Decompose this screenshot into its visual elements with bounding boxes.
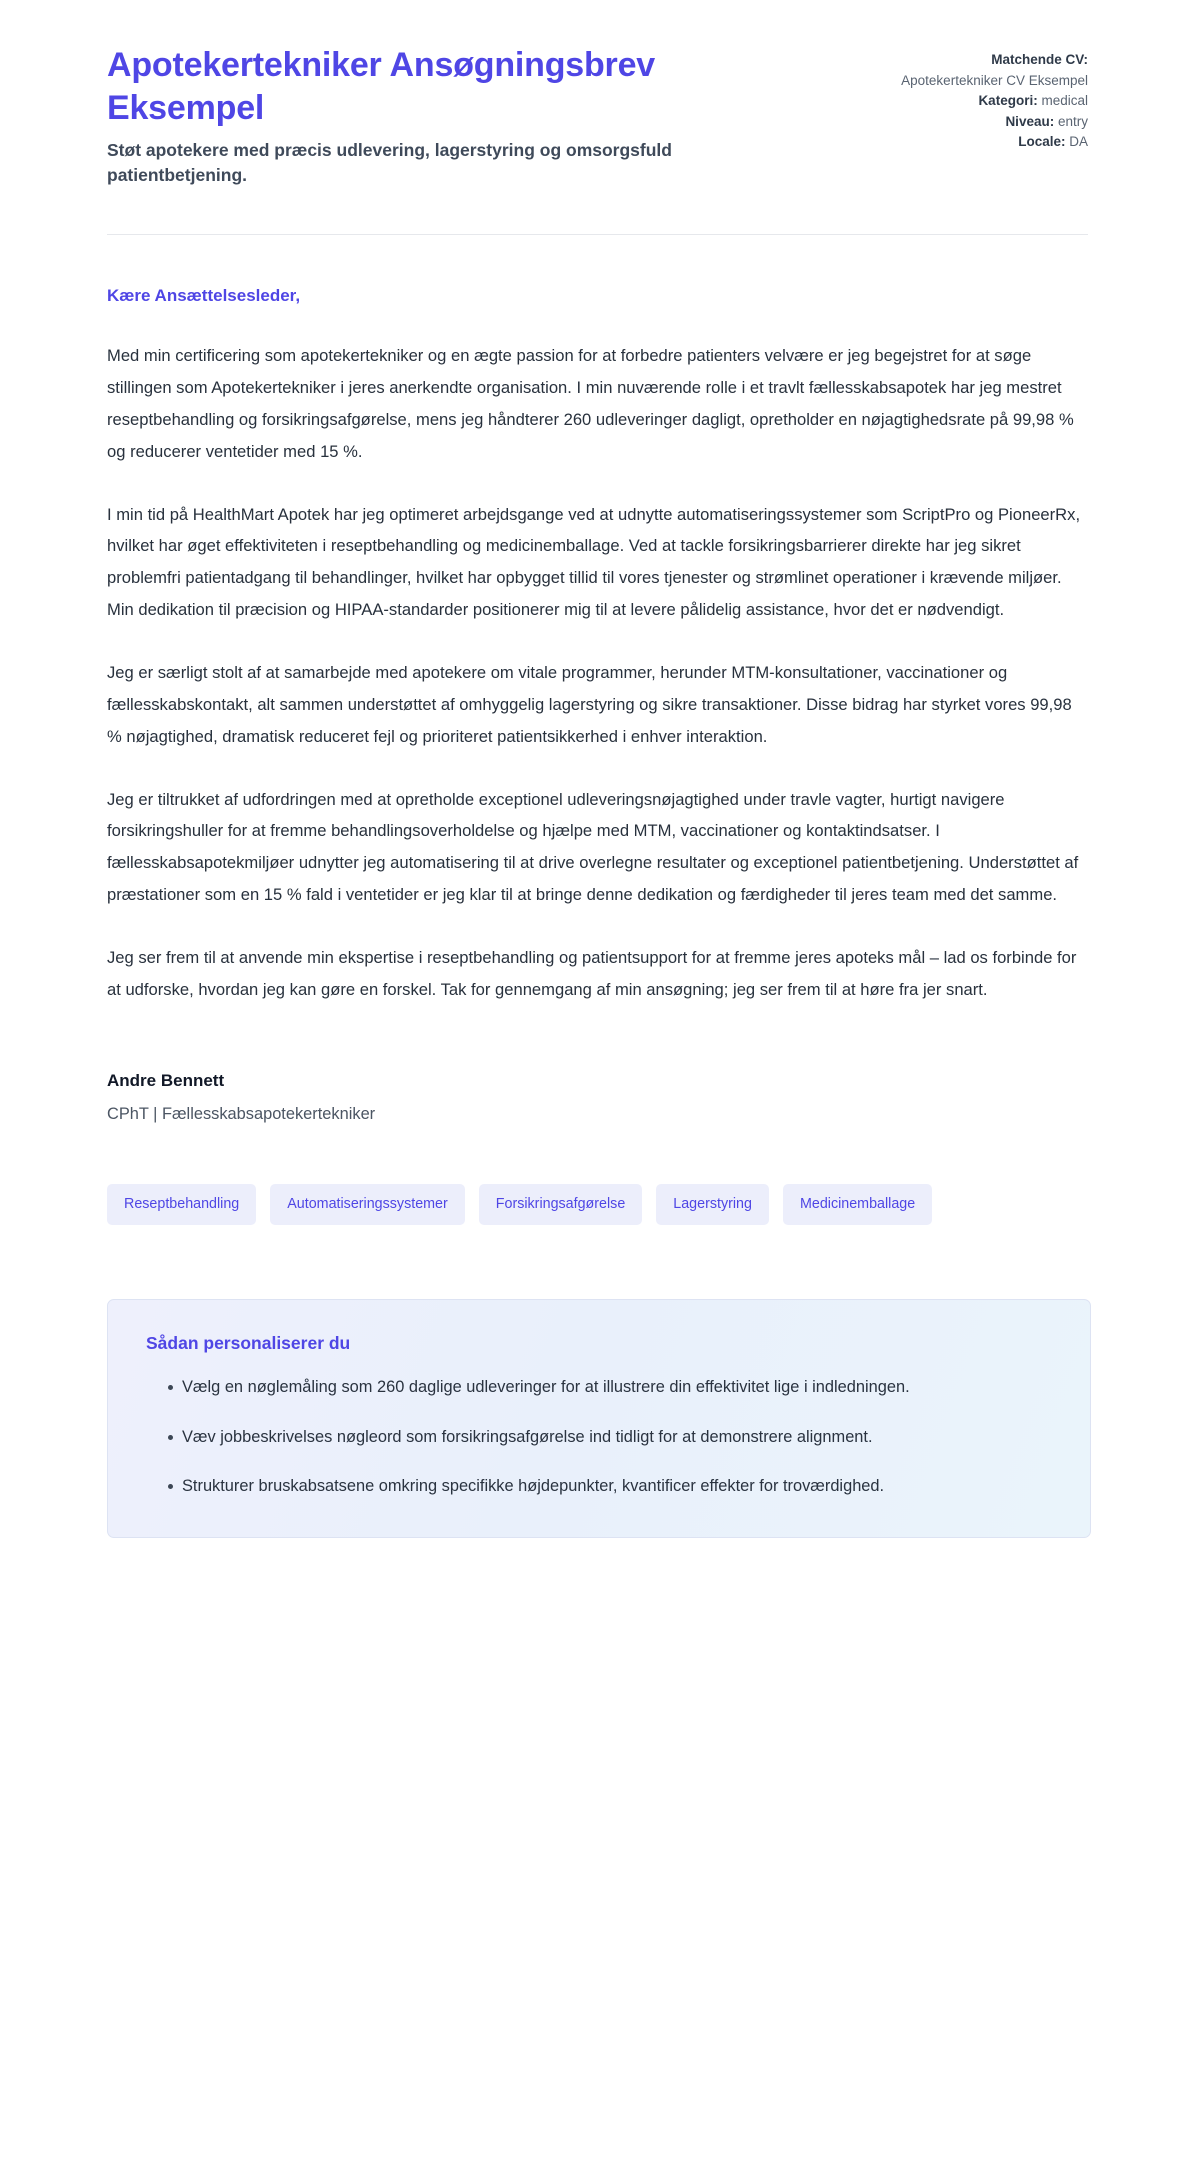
letter-paragraph: Med min certificering som apotekertekniker og en ægte passion for at forbedre patienters velvære er jeg begejstret for at søge stillingen som Apotekertekniker i jeres anerkendte organisation. I min nuværende rolle i et travlt fællesskabsapotek har jeg mestret reseptbehandling og forsikringsafgørelse, mens jeg håndterer 260 udleveringer dagligt, opretholder en nøjagtighedsrate på 99,98 % og reducerer ventetider med 15 %.	[107, 346, 1074, 461]
meta-locale-label: Locale:	[1018, 134, 1066, 150]
letter-paragraph: Jeg er tiltrukket af udfordringen med at opretholde exceptionel udleveringsnøjagtighed under travle vagter, hurtigt navigere forsikringshuller for at fremme behandlingsoverholdelse og hjælpe med MTM, vaccinationer og kontaktindsatser. I fællesskabsapotekmiljøer udnytter jeg automatisering til at drive overlegne resultater og exceptionel patientbetjening. Understøttet af præstationer som en 15 % fald i ventetider er jeg klar til at bringe denne dedikation og færdigheder til jeres team med det samme.	[107, 789, 1079, 905]
cover-letter-body	[107, 284, 1088, 1127]
skill-tag[interactable]: Automatiseringssystemer	[270, 1184, 465, 1225]
meta-matching-resume-value-row	[873, 71, 1088, 92]
meta-level	[873, 112, 1088, 133]
callout-tip-item: Vælg en nøglemåling som 260 daglige udleveringer for at illustrere din effektivitet lige i indledningen.	[168, 1372, 1052, 1404]
meta-category-value: medical	[1041, 93, 1088, 109]
skill-tag[interactable]: Lagerstyring	[656, 1184, 769, 1225]
personalization-callout	[107, 1299, 1091, 1538]
header-text-block	[107, 44, 767, 187]
letter-paragraph: I min tid på HealthMart Apotek har jeg optimeret arbejdsgange ved at udnytte automatiseringssystemer som ScriptPro og PioneerRx, hvilket har øget effektiviteten i reseptbehandling og medicinemballage. Ved at tackle forsikringsbarrierer direkte har jeg sikret problemfri patientadgang til behandlinger, hvilket har opbygget tillid til vores tjenester og strømlinet operationer i krævende miljøer. Min dedikation til præcision og HIPAA-standarder positionerer mig til at levere pålidelig assistance, hvor det er nødvendigt.	[107, 504, 1081, 620]
meta-level-label: Niveau:	[1005, 113, 1055, 129]
meta-level-value: entry	[1057, 113, 1088, 129]
letter-paragraph: Jeg ser frem til at anvende min ekspertise i reseptbehandling og patientsupport for at fremme jeres apoteks mål – lad os forbinde for at udforske, hvordan jeg kan gøre en forskel. Tak for gennemgang af min ansøgning; jeg ser frem til at høre fra jer snart.	[107, 948, 1077, 999]
skill-tag-list	[107, 1184, 937, 1225]
meta-category	[873, 91, 1088, 112]
page-subtitle: Støt apotekere med præcis udlevering, lagerstyring og omsorgsfuld patientbetjening.	[107, 139, 672, 185]
skill-tag[interactable]: Medicinemballage	[783, 1184, 932, 1225]
meta-locale	[873, 132, 1088, 153]
meta-matching-resume-value: Apotekertekniker CV Eksempel	[901, 72, 1088, 88]
meta-matching-resume	[873, 50, 1088, 71]
skill-tag[interactable]: Forsikringsafgørelse	[479, 1184, 643, 1225]
meta-locale-value: DA	[1069, 134, 1088, 150]
callout-title: Sådan personaliserer du	[146, 1333, 351, 1354]
letter-paragraph: Jeg er særligt stolt af at samarbejde med apotekere om vitale programmer, herunder MTM-konsultationer, vaccinationer og fællesskabskontakt, alt sammen understøttet af omhyggelig lagerstyring og sikre transaktioner. Disse bidrag har styrket vores 99,98 % nøjagtighed, dramatisk reduceret fejl og prioriteret patientsikkerhed i enhver interaktion.	[107, 663, 1072, 746]
skill-tag[interactable]: Reseptbehandling	[107, 1184, 256, 1225]
page-header	[107, 44, 1088, 187]
callout-tip-item: Væv jobbeskrivelses nøgleord som forsikringsafgørelse ind tidligt for at demonstrere alignment.	[168, 1422, 1052, 1454]
letter-salutation: Kære Ansættelsesleder,	[107, 286, 301, 306]
meta-category-label: Kategori:	[978, 93, 1038, 109]
header-divider	[107, 234, 1088, 235]
document-metadata	[873, 44, 1088, 153]
meta-matching-resume-label: Matchende CV:	[991, 52, 1088, 67]
signature-role: CPhT | Fællesskabsapotekertekniker	[107, 1105, 376, 1124]
letter-signature	[107, 1068, 1088, 1127]
callout-tip-item: Strukturer bruskabsatsene omkring specifikke højdepunkter, kvantificer effekter for troværdighed.	[168, 1471, 1052, 1503]
signature-name: Andre Bennett	[107, 1070, 225, 1090]
page-title: Apotekertekniker Ansøgningsbrev Eksempel	[107, 46, 656, 127]
callout-tip-list	[146, 1372, 1052, 1503]
